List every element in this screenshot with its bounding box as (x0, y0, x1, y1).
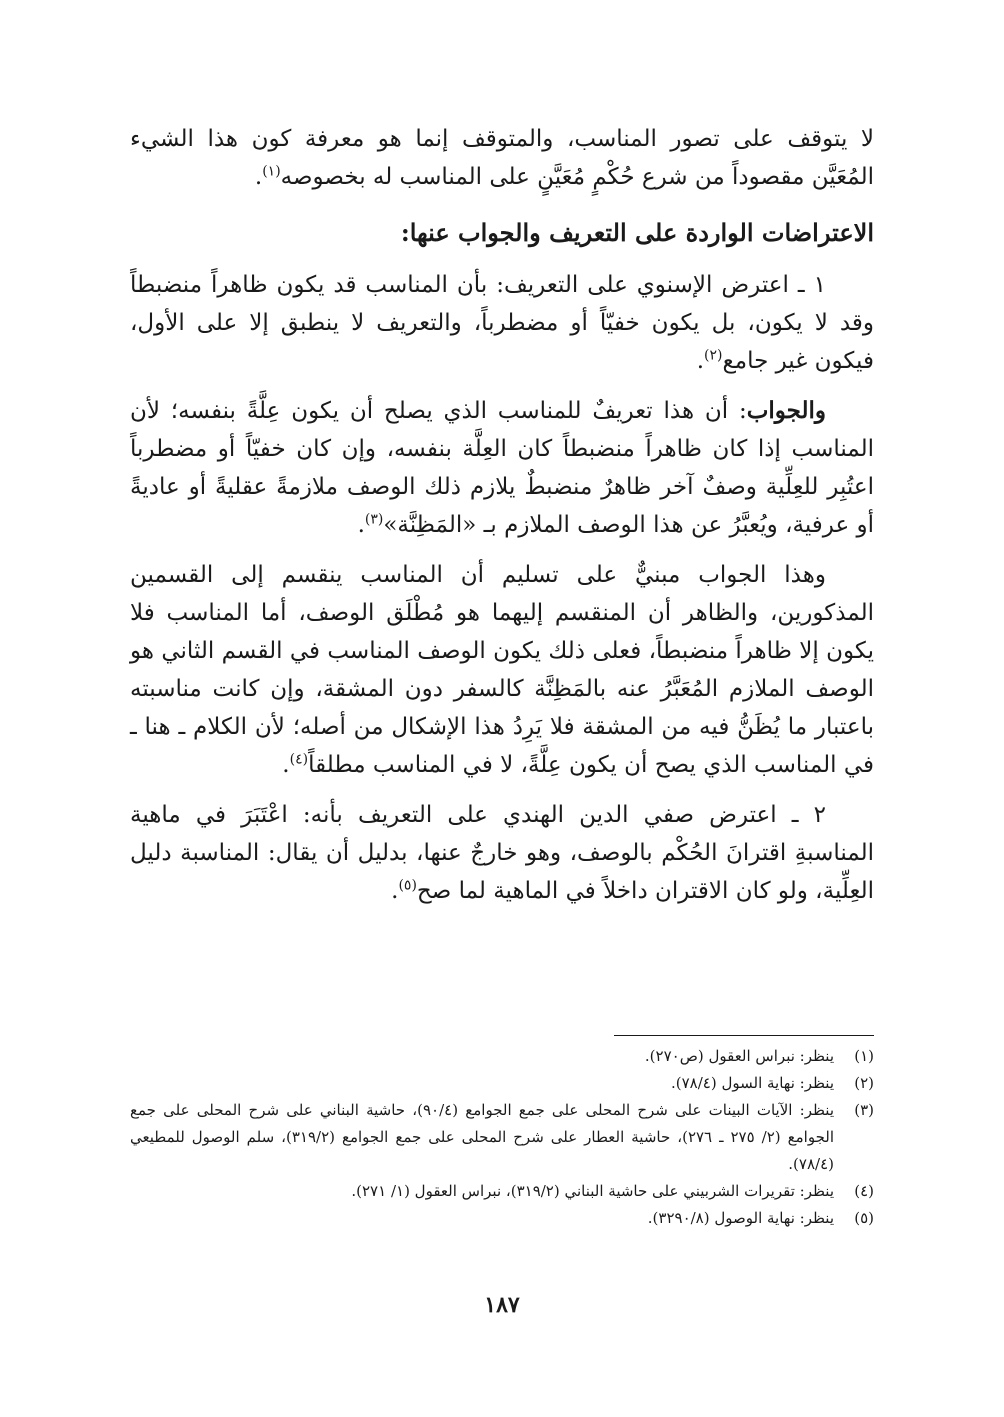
footnote-ref[interactable]: (٥) (398, 877, 417, 894)
footnote-ref[interactable]: (٢) (704, 347, 723, 364)
objection-2-paragraph: ٢ ـ اعترض صفي الدين الهندي على التعريف بأنه: اعْتَبَرَ في ماهية المناسبةِ اقترانَ الحُكْم بالوصف، وهو خارجٌ عنها، بدليل أن يقال: المناسبة دليل العِلِّية، ولو كان الاقتران داخلاً في الماهية لما صح$^{(٥)}$. (130, 802, 874, 904)
footnote-number: (٥) (854, 1209, 874, 1227)
footnote-text: ينظر: نهاية السول (٧٨/٤). (671, 1074, 834, 1092)
footnote-number: (٣) (854, 1101, 874, 1119)
footnote-text: ينظر: تقريرات الشربيني على حاشية البناني (٣١٩/٢)، نبراس العقول (١/ ٢٧١). (351, 1182, 834, 1200)
footnote-text: ينظر: الآيات البينات على شرح المحلى على جمع الجوامع (٩٠/٤)، حاشية البناني على شرح المحلى على جمع الجوامع (٢/ ٢٧٥ ـ ٢٧٦)، حاشية العطار على شرح المحلى على جمع الجوامع (٣١٩/٢)، سلم الوصول للمطيعي (٧٨/٤). (130, 1101, 834, 1173)
footnote-item (130, 1097, 874, 1178)
section-heading: الاعتراضات الواردة على التعريف والجواب عنها: (400, 218, 874, 247)
footnote-number: (٤) (854, 1182, 874, 1200)
footnote-item (130, 1043, 874, 1070)
footnote-ref[interactable]: (٤) (289, 751, 309, 768)
footnote-text: ينظر: نهاية الوصول (٣٢٩٠/٨). (647, 1209, 834, 1227)
footnotes (130, 1043, 874, 1232)
footnote-number: (٢) (854, 1074, 874, 1092)
paragraph-continuation: لا يتوقف على تصور المناسب، والمتوقف إنما هو معرفة كون هذا الشيء المُعَيَّن مقصوداً من شرع حُكْمٍ مُعَيَّنٍ على المناسب له بخصوصه$^{(١)}$. (130, 126, 874, 190)
main-text (130, 120, 874, 922)
footnote-number: (١) (854, 1047, 874, 1065)
answer-paragraph: والجواب: أن هذا تعريفٌ للمناسب الذي يصلح أن يكون عِلَّةً بنفسه؛ لأن المناسب إذا كان ظاهراً منضبطاً كان العِلَّة بنفسه، وإن كان خفيّاً أو مضطرباً اعتُبِر للعِلِّية وصفٌ آخر ظاهرٌ منضبطٌ يلازم ذلك الوصف ملازمةً عقليةً أو عاديةً أو عرفية، ويُعبَّرُ عن هذا الوصف الملازم بـ «المَظِنَّة»$^{(٣)}$. (130, 397, 874, 538)
footnote-separator (614, 1035, 874, 1036)
discussion-paragraph: وهذا الجواب مبنيٌّ على تسليم أن المناسب ينقسم إلى القسمين المذكورين، والظاهر أن المنقسم إليهما هو مُطْلَق الوصف، أما المناسب فلا يكون إلا ظاهراً منضبطاً، فعلى ذلك يكون الوصف المناسب في القسم الثاني هو الوصف الملازم المُعَبَّرُ عنه بالمَظِنَّة كالسفر دون المشقة، وإن كانت مناسبته باعتبار ما يُظَنُّ فيه من المشقة فلا يَرِدُ هذا الإشكال من أصله؛ لأن الكلام ـ هنا ـ في المناسب الذي يصح أن يكون عِلَّةً، لا في المناسب مطلقاً$^{(٤)}$. (130, 562, 874, 778)
footnote-text: ينظر: نبراس العقول (ص٢٧٠). (644, 1047, 834, 1065)
footnote-item (130, 1178, 874, 1205)
footnote-item (130, 1205, 874, 1232)
footnote-ref[interactable]: (٣) (364, 511, 384, 528)
answer-label: والجواب (746, 397, 826, 424)
objection-1-paragraph: ١ ـ اعترض الإسنوي على التعريف: بأن المناسب قد يكون ظاهراً منضبطاً وقد لا يكون، بل يكون خفيّاً أو مضطرباً، والتعريف لا ينطبق إلا على الأول، فيكون غير جامع$^{(٢)}$. (130, 272, 874, 374)
footnote-ref[interactable]: (١) (262, 163, 281, 180)
footnote-item (130, 1070, 874, 1097)
page-number: ١٨٧ (484, 1292, 520, 1318)
